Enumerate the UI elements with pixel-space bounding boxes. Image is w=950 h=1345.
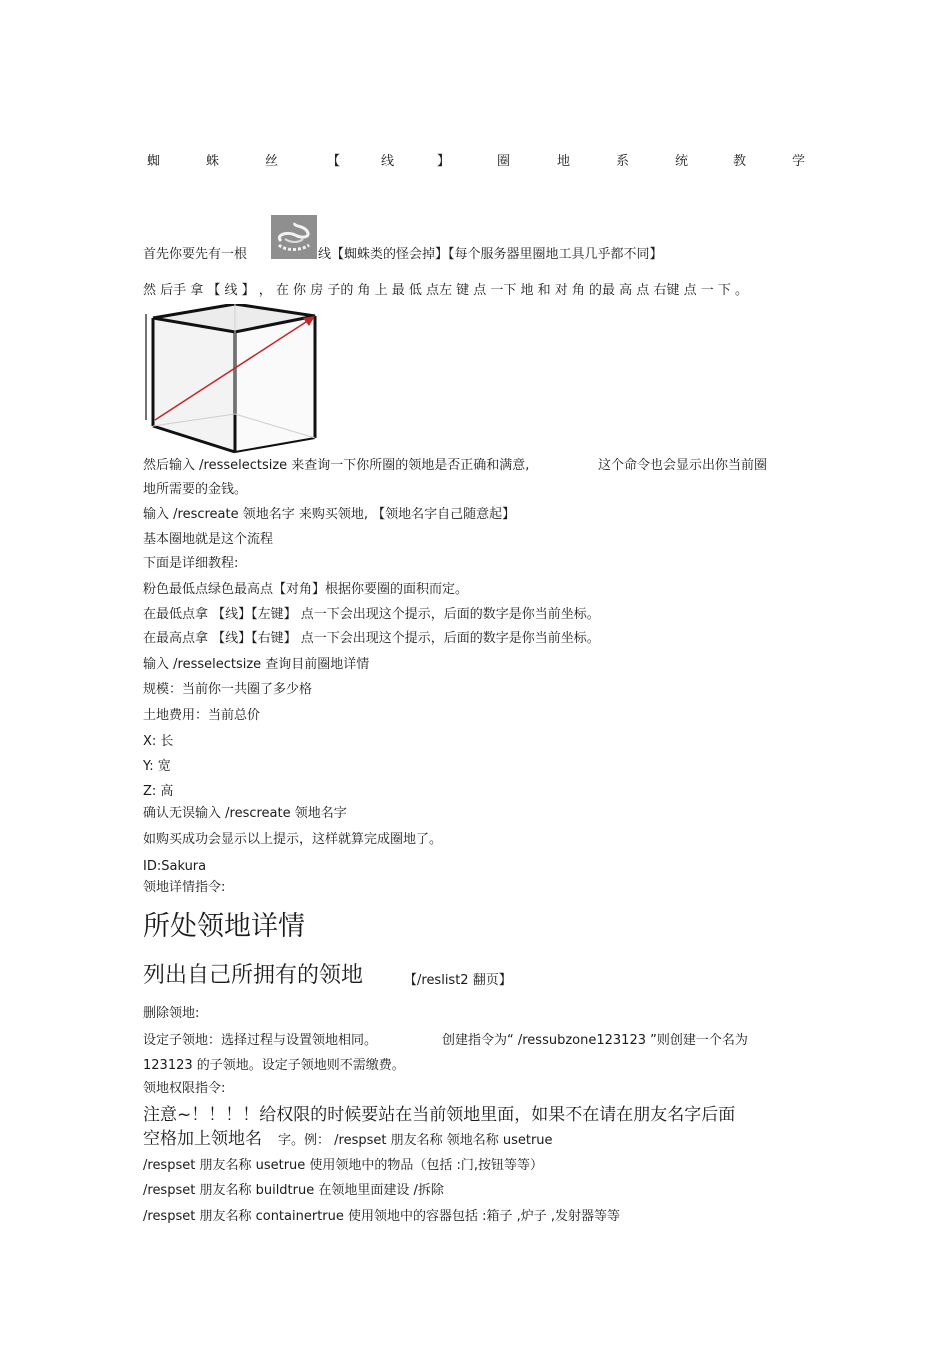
line-highest-point: 在最高点拿 【线】【右键】 点一下会出现这个提示，后面的数字是你当前坐标。 [143, 631, 600, 646]
line-resselectsize-intro: 然后输入 /resselectsize 来查询一下你所圈的领地是否正确和满意, [143, 458, 530, 473]
cube-selection-diagram [143, 304, 323, 454]
line-detail-cmd: 领地详情指令: [143, 880, 226, 895]
line-scale: 规模：当前你一共圈了多少格 [143, 682, 313, 697]
title-char: 统 [675, 154, 689, 169]
heading-list-cmd: 【/reslist2 翻页】 [404, 973, 512, 988]
line-x: X: 长 [143, 734, 174, 749]
title-char: 学 [792, 154, 806, 169]
heading-list-claims: 列出自己所拥有的领地 [143, 963, 364, 988]
line-success: 如购买成功会显示以上提示，这样就算完成圈地了。 [143, 832, 443, 847]
title-char: 】 [437, 154, 451, 169]
intro-text-before: 首先你要先有一根 [143, 247, 248, 262]
cmd-buildtrue: /respset 朋友名称 buildtrue 在领地里面建设 /拆除 [143, 1183, 444, 1198]
title-char: 【 [327, 154, 341, 169]
cmd-containertrue: /respset 朋友名称 containertrue 使用领地中的容器包括 :箱子 ,炉子 ,发射器等等 [143, 1209, 621, 1224]
line-perm-label: 领地权限指令: [143, 1081, 226, 1096]
title-char: 系 [616, 154, 630, 169]
title-char: 蜘 [147, 154, 161, 169]
step-hold-text: 然 后手 拿 【 线 】 ， 在 你 房 子的 角 上 最 低 点左 键 点 一下 地 和 对 角 的最 高 点 右键 点 一 下 。 [143, 283, 748, 298]
line-detail-tutorial: 下面是详细教程: [143, 556, 239, 571]
line-resselectsize-cont: 这个命令也会显示出你当前圈 [598, 458, 768, 473]
line-money: 地所需要的金钱。 [143, 482, 248, 497]
line-lowest-point: 在最低点拿 【线】【左键】 点一下会出现这个提示，后面的数字是你当前坐标。 [143, 607, 600, 622]
title-char: 圈 [497, 154, 511, 169]
line-corners: 粉色最低点绿色最高点【对角】根据你要圈的面积而定。 [143, 582, 469, 597]
string-item-icon [271, 215, 317, 259]
line-subzone-b: 创建指令为“ /ressubzone123123 ”则创建一个名为 [442, 1033, 748, 1048]
line-rescreate: 输入 /rescreate 领地名字 来购买领地, 【领地名字自己随意起】 [143, 507, 516, 522]
title-char: 线 [381, 154, 395, 169]
line-confirm: 确认无误输入 /rescreate 领地名字 [143, 806, 347, 821]
line-id: ID:Sakura [143, 859, 207, 874]
title-char: 丝 [265, 154, 279, 169]
title-char: 地 [557, 154, 571, 169]
line-subzone-c: 123123 的子领地。设定子领地则不需缴费。 [143, 1058, 405, 1073]
line-subzone-a: 设定子领地：选择过程与设置领地相同。 [143, 1033, 378, 1048]
line-basic-flow: 基本圈地就是这个流程 [143, 532, 274, 547]
line-z: Z: 高 [143, 784, 174, 799]
line-cost: 土地费用：当前总价 [143, 708, 261, 723]
notice-line-2-small: 字。例： /respset 朋友名称 领地名称 usetrue [278, 1133, 553, 1148]
line-y: Y: 宽 [143, 759, 171, 774]
line-delete: 删除领地: [143, 1006, 200, 1021]
notice-line-1: 注意~！！！！给权限的时候要站在当前领地里面，如果不在请在朋友名字后面 [143, 1105, 736, 1125]
notice-line-2-big: 空格加上领地名 [143, 1129, 262, 1149]
heading-current-claim: 所处领地详情 [143, 911, 305, 942]
line-query: 输入 /resselectsize 查询目前圈地详情 [143, 657, 370, 672]
title-char: 教 [733, 154, 747, 169]
intro-text-after: 线【蜘蛛类的怪会掉】【每个服务器里圈地工具几乎都不同】 [318, 247, 663, 262]
cmd-usetrue: /respset 朋友名称 usetrue 使用领地中的物品（包括 :门,按钮等等） [143, 1158, 544, 1173]
title-char: 蛛 [206, 154, 220, 169]
